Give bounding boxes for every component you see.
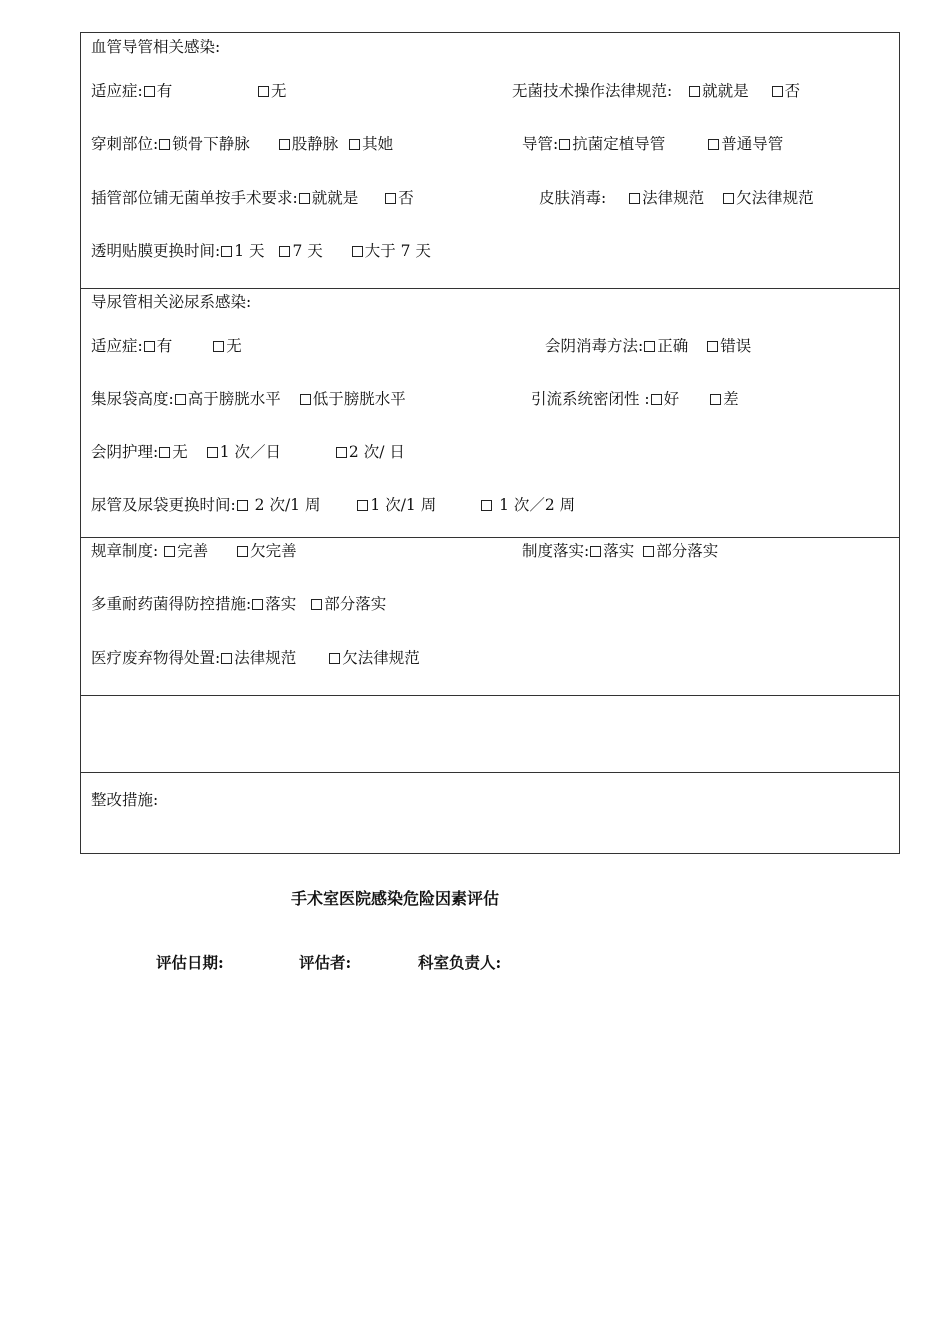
catheter-type-row: 导管: 抗菌定植导管 普通导管 (522, 135, 784, 153)
impl-partial-checkbox[interactable] (643, 546, 654, 557)
mdr-partial-checkbox[interactable] (311, 599, 322, 610)
change-1p2w-checkbox[interactable] (481, 500, 492, 511)
bag-above-checkbox[interactable] (175, 394, 186, 405)
catheter-normal-checkbox[interactable] (708, 139, 719, 150)
perineal-care-row: 会阴护理: 无 1 次／日 2 次/ 日 (91, 443, 405, 461)
rules-complete-checkbox[interactable] (164, 546, 175, 557)
site-other-checkbox[interactable] (349, 139, 360, 150)
rectify-section[interactable] (81, 772, 899, 855)
seal-good-checkbox[interactable] (651, 394, 662, 405)
care-twice-checkbox[interactable] (336, 447, 347, 458)
indication-no-option: 无 (257, 81, 287, 101)
management-section (81, 537, 899, 696)
vascular-section (81, 33, 899, 289)
vascular-heading: 血管导管相关感染: (91, 38, 221, 56)
perineal-disinfection-row: 会阴消毒方法: 正确 错误 (545, 337, 752, 355)
film-7day-checkbox[interactable] (279, 246, 290, 257)
urinary-indication-no-checkbox[interactable] (213, 341, 224, 352)
blank-section[interactable] (81, 695, 899, 773)
bag-height-row: 集尿袋高度: 高于膀胱水平 低于膀胱水平 (91, 390, 406, 408)
assessor-label: 评估者: (299, 953, 352, 972)
change-2pw-checkbox[interactable] (237, 500, 248, 511)
rules-row: 规章制度: 完善 欠完善 (91, 542, 297, 560)
vascular-indication-row: 适应症: 有 (91, 82, 173, 100)
seal-poor-checkbox[interactable] (710, 394, 721, 405)
department-head-label: 科室负责人: (418, 953, 502, 972)
catheter-antimicrobial-checkbox[interactable] (559, 139, 570, 150)
skin-disinfection-row: 皮肤消毒: 法律规范 欠法律规范 (539, 189, 814, 207)
site-femoral-checkbox[interactable] (279, 139, 290, 150)
change-1pw-checkbox[interactable] (357, 500, 368, 511)
urinary-section (81, 288, 899, 538)
waste-standard-checkbox[interactable] (221, 653, 232, 664)
skin-substandard-checkbox[interactable] (723, 193, 734, 204)
medical-waste-row: 医疗废弃物得处置: 法律规范 欠法律规范 (91, 649, 420, 667)
skin-standard-checkbox[interactable] (629, 193, 640, 204)
site-subclavian-checkbox[interactable] (159, 139, 170, 150)
aseptic-row: 无菌技术操作法律规范: 就就是 否 (512, 82, 801, 100)
footer-title: 手术室医院感染危险因素评估 (291, 889, 500, 908)
urinary-indication-row: 适应症: 有 无 (91, 337, 242, 355)
urinary-heading: 导尿管相关泌尿系感染: (91, 293, 252, 311)
rectify-label: 整改措施: (91, 791, 159, 809)
catheter-change-row: 尿管及尿袋更换时间: 2 次/1 周 1 次/1 周 1 次／2 周 (91, 496, 576, 514)
perineal-correct-checkbox[interactable] (644, 341, 655, 352)
aseptic-yes-checkbox[interactable] (689, 86, 700, 97)
bag-below-checkbox[interactable] (300, 394, 311, 405)
mdr-full-checkbox[interactable] (252, 599, 263, 610)
drape-no-checkbox[interactable] (385, 193, 396, 204)
urinary-indication-yes-checkbox[interactable] (144, 341, 155, 352)
film-1day-checkbox[interactable] (221, 246, 232, 257)
film-change-row: 透明贴膜更换时间: 1 天 7 天 大于 7 天 (91, 242, 431, 260)
indication-no-checkbox[interactable] (258, 86, 269, 97)
perineal-wrong-checkbox[interactable] (707, 341, 718, 352)
indication-yes-checkbox[interactable] (144, 86, 155, 97)
sterile-drape-row: 插管部位铺无菌单按手术要求: 就就是 否 (91, 189, 414, 207)
aseptic-no-checkbox[interactable] (772, 86, 783, 97)
film-over7-checkbox[interactable] (352, 246, 363, 257)
drainage-seal-row: 引流系统密闭性 : 好 差 (531, 390, 739, 408)
assessment-form (80, 32, 900, 854)
rules-incomplete-checkbox[interactable] (237, 546, 248, 557)
impl-full-checkbox[interactable] (590, 546, 601, 557)
waste-substandard-checkbox[interactable] (329, 653, 340, 664)
implementation-row: 制度落实: 落实 部分落实 (522, 542, 719, 560)
care-once-checkbox[interactable] (207, 447, 218, 458)
puncture-site-row: 穿刺部位: 锁骨下静脉 股静脉 其她 (91, 135, 394, 153)
drape-yes-checkbox[interactable] (299, 193, 310, 204)
care-none-checkbox[interactable] (159, 447, 170, 458)
assessment-date-label: 评估日期: (156, 953, 224, 972)
mdr-control-row: 多重耐药菌得防控措施: 落实 部分落实 (91, 595, 387, 613)
